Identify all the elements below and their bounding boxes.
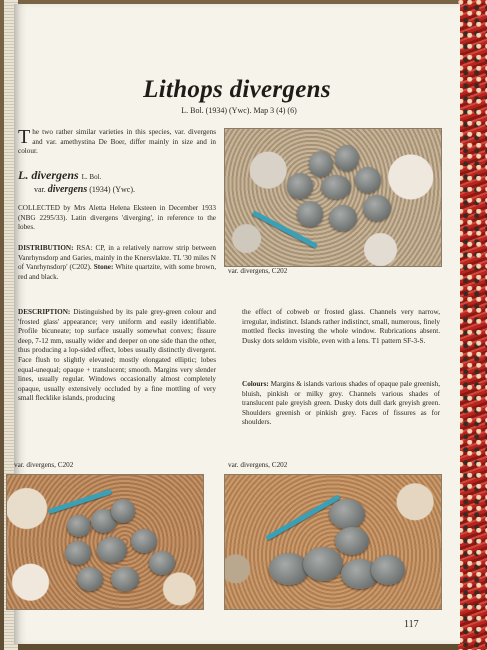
distribution-paragraph xyxy=(18,244,216,282)
drop-cap: T xyxy=(18,126,31,148)
colours-text: Margins & islands various shades of opaque pale greenish, bluish, pinkish or milky grey. Channels various shades of translucent pale greyish green. Dusky dots dull dark greyish green. Shoulders greenish or pinkish grey. Faces of fissures as for shoulders. xyxy=(242,380,440,427)
lithops-leaf xyxy=(67,515,91,537)
description-continued: the effect of cobweb or frosted glass. Channels very narrow, irregular, indistinct. Islands rather indistinct, small, numerous, finely mottled flecks investing the whole window. Rubrications absent. Dusky dots seldom visible, even with a lens. T1 pattern SF-3-S. xyxy=(242,308,440,345)
page-title: Lithops divergens xyxy=(143,76,331,103)
lithops-leaf xyxy=(111,499,135,523)
taxon-name: L. divergens xyxy=(18,168,79,182)
lithops-leaf xyxy=(329,205,357,231)
marbled-book-cover xyxy=(458,0,487,650)
photo-caption-top: var. divergens, C202 xyxy=(228,267,288,275)
lithops-leaf xyxy=(111,567,139,591)
stone-label: Stone: xyxy=(93,263,114,272)
lithops-leaf xyxy=(309,151,333,177)
lithops-leaf xyxy=(371,555,405,585)
lithops-leaf xyxy=(97,537,127,563)
taxon-heading xyxy=(18,168,101,183)
lithops-leaf xyxy=(329,499,365,529)
lithops-leaf xyxy=(131,529,157,553)
species-authority: L. Bol. (1934) (Ywc). Map 3 (4) (6) xyxy=(181,106,297,115)
lithops-leaf xyxy=(65,541,91,565)
lithops-leaf xyxy=(149,551,175,575)
lithops-leaf xyxy=(321,175,351,199)
page-number: 117 xyxy=(404,619,419,630)
lithops-leaf xyxy=(335,145,359,171)
lithops-leaf xyxy=(363,195,391,221)
collected-paragraph: COLLECTED by Mrs Aletta Helena Eksteen in December 1933 (NBG 2295/33). Latin divergens 'diverging', in reference to the lobes. xyxy=(18,204,216,232)
lithops-leaf xyxy=(303,547,343,581)
lithops-leaf xyxy=(287,173,313,199)
distribution-label: DISTRIBUTION: xyxy=(18,244,74,252)
description-label: DESCRIPTION: xyxy=(18,308,71,316)
variety-heading xyxy=(34,184,135,195)
photo-caption-bottom-right: var. divergens, C202 xyxy=(228,461,288,469)
colours-label: Colours: xyxy=(242,380,269,388)
variety-prefix: var. xyxy=(34,185,46,194)
variety-author: (1934) (Ywc). xyxy=(89,185,135,194)
lithops-leaf xyxy=(335,527,369,555)
book-page xyxy=(14,4,460,644)
photo-caption-bottom-left: var. divergens, C202 xyxy=(14,461,74,469)
taxon-author: L. Bol. xyxy=(81,173,102,181)
variety-name: divergens xyxy=(47,184,88,195)
intro-text: he two rather similar varieties in this species, var. divergens and var. amethystina De Boer, differ mainly in size and in colour. xyxy=(18,128,216,156)
description-text: Distinguished by its pale grey-green colour and 'frosted glass' appearance; very uniform and easily identifiable. Profile bicuneate; top surface usually somewhat convex; fissure deep, 7-12 mm, usually wider and deeper on one side than the other, thus producing a lop-sided effect, lobes usually distinctly divergent. Face flush to slightly elevated; mostly elongated elliptic; lobes equal-unequal; opaque + translucent; smooth. Margins very slender lines, usually regular. Windows occasionally almost completely opaque, usually extensively occluded by a fine mottling of very small flecklike islands, producing xyxy=(18,308,217,403)
lithops-leaf xyxy=(355,167,381,193)
lithops-photo-bottom-right xyxy=(224,474,442,610)
lithops-leaf xyxy=(77,567,103,591)
intro-paragraph xyxy=(18,128,216,157)
colours-paragraph xyxy=(242,380,440,428)
gravel-background xyxy=(225,475,441,609)
lithops-photo-top xyxy=(224,128,442,267)
description-paragraph xyxy=(18,308,216,404)
lithops-photo-bottom-left xyxy=(6,474,204,610)
stone-text: White quartzite, with some brown, red and black. xyxy=(18,263,217,281)
distribution-text: RSA: CP, in a relatively narrow strip between Vanrhynsdorp and Garies, mainly in the Knersvlakte. TL '30 miles N of Vanrhynsdorp' (C202). xyxy=(18,244,216,272)
lithops-leaf xyxy=(297,201,323,227)
